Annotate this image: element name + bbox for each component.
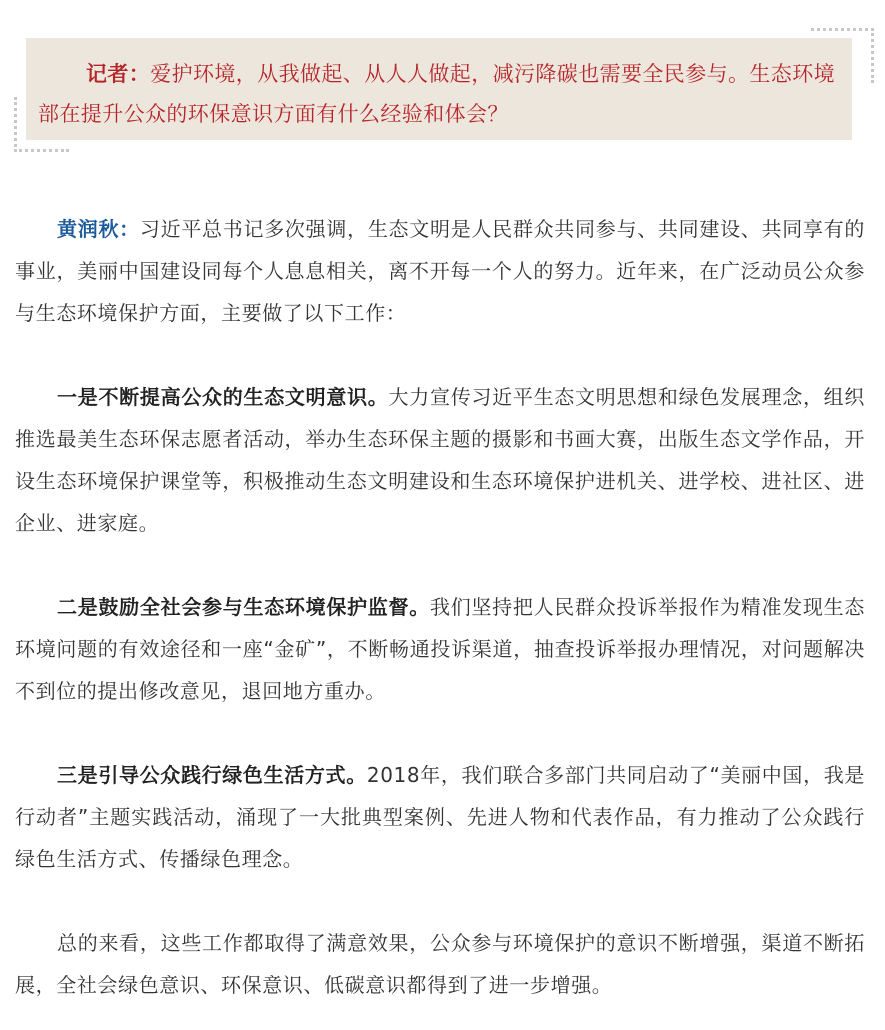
point-paragraph-2 (15, 586, 865, 712)
answer-intro-paragraph (15, 208, 865, 334)
question-text: 爱护环境，从我做起、从人人做起，减污降碳也需要全民参与。生态环境部在提升公众的环保意识方面有什么经验和体会？ (38, 62, 835, 126)
point-lead: 三是引导公众践行绿色生活方式。 (57, 763, 367, 787)
answer-intro-text: 习近平总书记多次强调，生态文明是人民群众共同参与、共同建设、共同享有的事业，美丽中国建设同每个人息息相关，离不开每一个人的努力。近年来，在广泛动员公众参与生态环境保护方面，主要做了以下工作： (15, 217, 865, 325)
point-lead: 一是不断提高公众的生态文明意识。 (57, 385, 389, 409)
reporter-question-block (14, 28, 874, 152)
point-paragraph-1 (15, 376, 865, 544)
point-text: 我们坚持把人民群众投诉举报作为精准发现生态环境问题的有效途径和一座“金矿”，不断畅通投诉渠道，抽查投诉举报办理情况，对问题解决不到位的提出修改意见，退回地方重办。 (15, 595, 865, 703)
question-speaker: 记者： (86, 62, 151, 86)
point-lead: 二是鼓励全社会参与生态环境保护监督。 (57, 595, 430, 619)
conclusion-text: 总的来看，这些工作都取得了满意效果，公众参与环境保护的意识不断增强，渠道不断拓展，全社会绿色意识、环保意识、低碳意识都得到了进一步增强。 (15, 931, 865, 997)
answer-article (15, 208, 865, 1006)
point-text: 2018年，我们联合多部门共同启动了“美丽中国，我是行动者”主题实践活动，涌现了一大批典型案例、先进人物和代表作品，有力推动了公众践行绿色生活方式、传播绿色理念。 (15, 763, 866, 871)
point-paragraph-3 (15, 754, 865, 880)
question-box (26, 38, 852, 140)
answer-speaker: 黄润秋： (57, 217, 140, 241)
question-paragraph (26, 54, 852, 134)
point-text: 大力宣传习近平生态文明思想和绿色发展理念，组织推选最美生态环保志愿者活动，举办生态环保主题的摄影和书画大赛，出版生态文学作品，开设生态环境保护课堂等，积极推动生态文明建设和生态环境保护进机关、进学校、进社区、进企业、进家庭。 (15, 385, 865, 535)
conclusion-paragraph (15, 922, 865, 1006)
